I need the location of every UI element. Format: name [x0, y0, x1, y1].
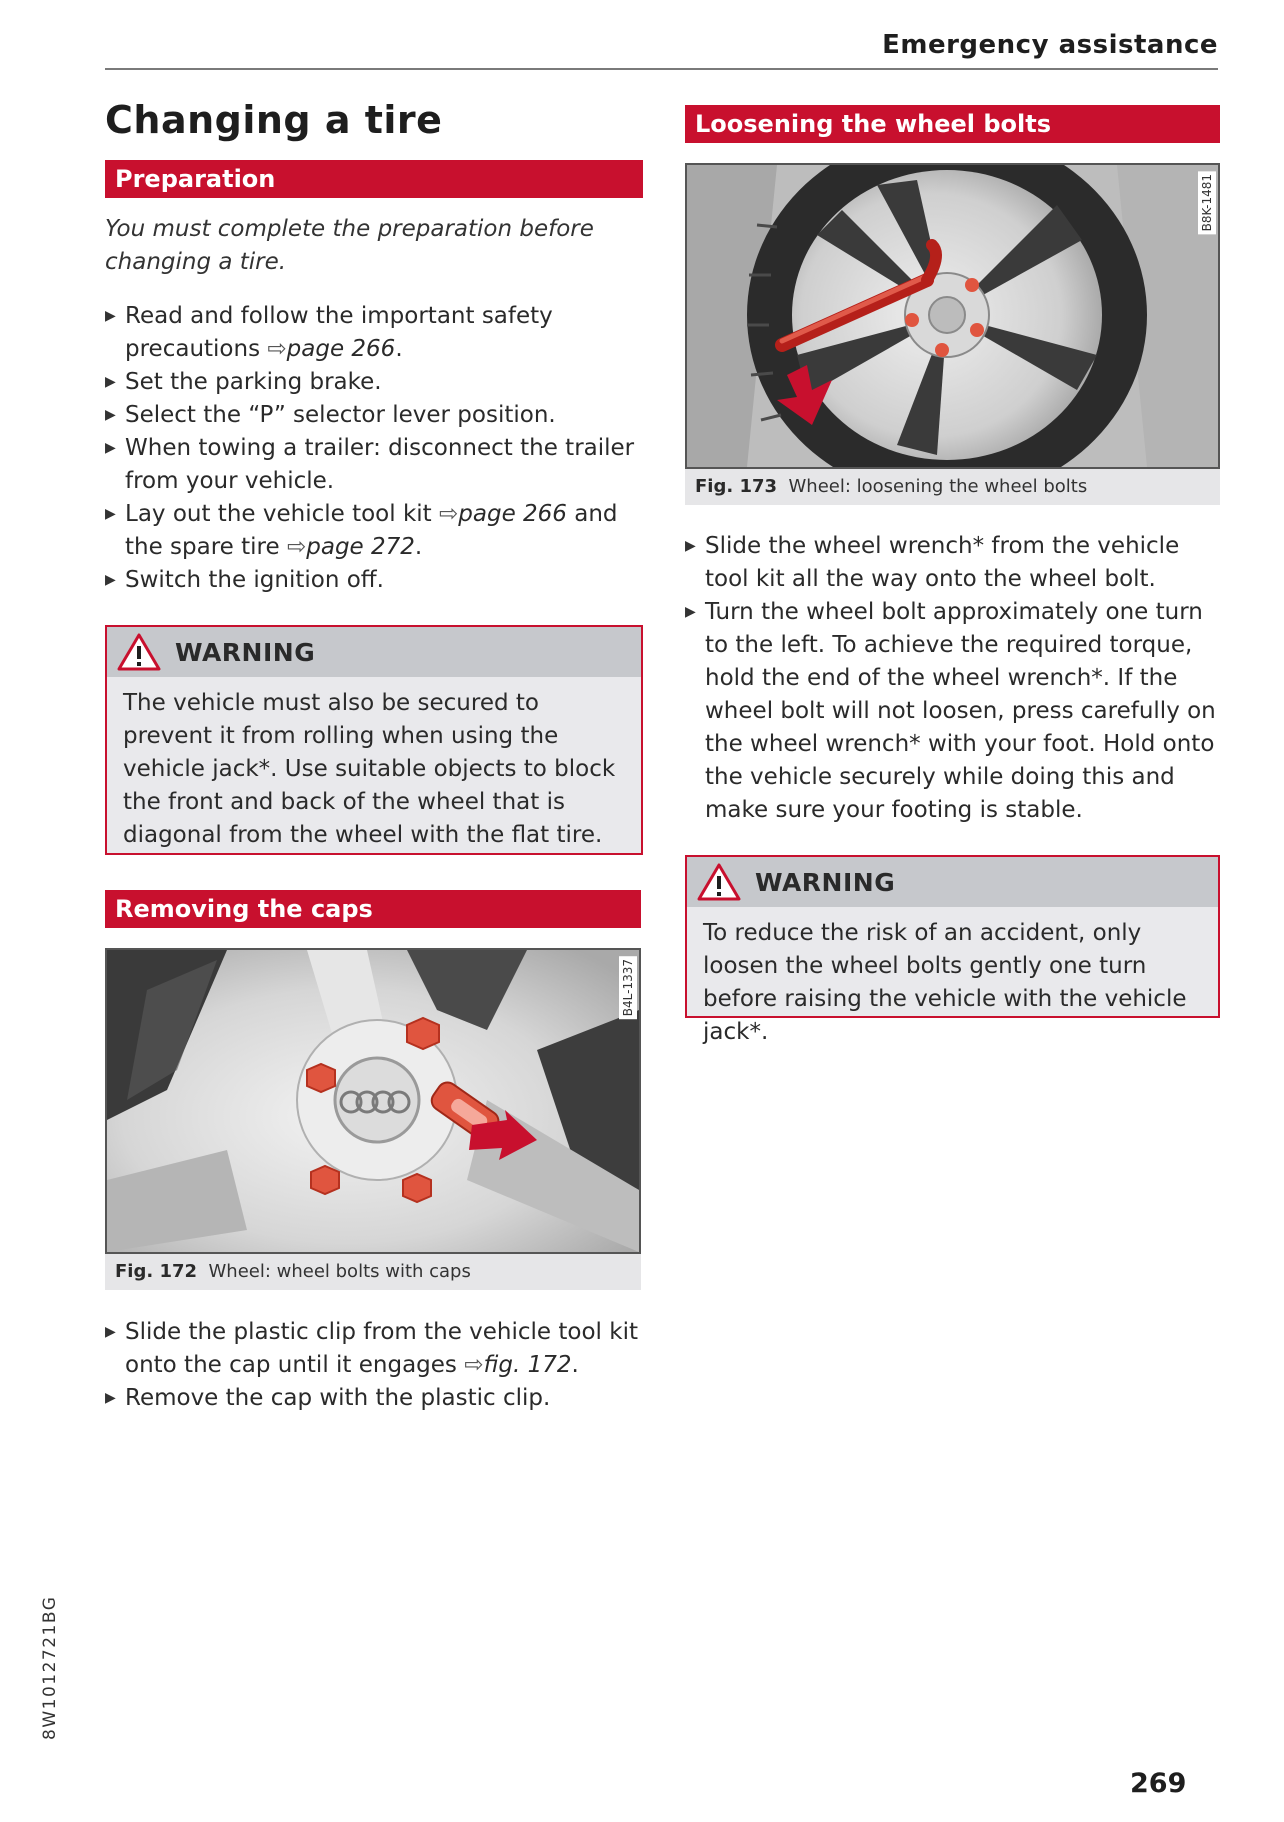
list-item: ▶ Lay out the vehicle tool kit ⇨page 266 and the spare tire ⇨page 272.: [105, 501, 618, 560]
section-heading-removing-caps: Removing the caps: [105, 890, 641, 928]
preparation-steps: [105, 300, 645, 597]
page-reference[interactable]: page 266: [286, 336, 396, 362]
warning-title: WARNING: [755, 867, 896, 897]
figure-label: Fig. 173: [695, 476, 778, 497]
chapter-title: Changing a tire: [105, 98, 443, 142]
page-reference[interactable]: page 266: [458, 501, 567, 527]
caption-text: Wheel: loosening the wheel bolts: [788, 476, 1088, 497]
list-item: ▶ Set the parking brake.: [105, 369, 382, 395]
figure-172-caption: [105, 1254, 641, 1290]
list-item: ▶ Switch the ignition off.: [105, 567, 384, 593]
figure-id: B8K-1481: [1198, 171, 1216, 234]
figure-label: Fig. 172: [115, 1261, 198, 1282]
removing-caps-steps: [105, 1316, 645, 1415]
warning-header: [107, 627, 641, 677]
list-item: ▶ Slide the wheel wrench* from the vehicle tool kit all the way onto the wheel bolt.: [685, 533, 1180, 592]
list-item: ▶ Read and follow the important safety precautions ⇨page 266.: [105, 303, 553, 362]
list-item: ▶ Remove the cap with the plastic clip.: [105, 1385, 551, 1411]
warning-triangle-icon: [117, 633, 161, 671]
warning-box-loosening: [685, 855, 1220, 1045]
running-header: Emergency assistance: [882, 30, 1218, 60]
loosening-steps: [685, 530, 1225, 827]
warning-text: The vehicle must also be secured to prevent it from rolling when using the vehicle jack*. Use suitable objects to block the front and back of the wheel that is diagonal from the wheel with the flat tire.: [123, 690, 616, 848]
warning-header: [687, 857, 1218, 907]
wheel-caps-illustration: [107, 950, 639, 1252]
list-item: ▶ When towing a trailer: disconnect the trailer from your vehicle.: [105, 435, 635, 494]
document-code: 8W1012721BG: [40, 1595, 60, 1740]
figure-173-caption: [685, 469, 1220, 505]
figure-172-image: [105, 948, 641, 1254]
figure-id: B4L-1337: [619, 956, 637, 1019]
list-item: ▶ Slide the plastic clip from the vehicle tool kit onto the cap until it engages ⇨fig. 172.: [105, 1319, 638, 1378]
warning-triangle-icon: [697, 863, 741, 901]
header-rule: [105, 68, 1218, 70]
wheel-wrench-illustration: [687, 165, 1218, 467]
figure-reference[interactable]: fig. 172: [483, 1352, 572, 1378]
preparation-intro: You must complete the preparation before changing a tire.: [105, 216, 594, 275]
page-number: 269: [1130, 1768, 1187, 1799]
page-reference[interactable]: page 272: [306, 534, 415, 560]
section-heading-loosening: Loosening the wheel bolts: [685, 105, 1220, 143]
warning-box-preparation: [105, 625, 643, 855]
caption-text: Wheel: wheel bolts with caps: [208, 1261, 471, 1282]
list-item: ▶ Turn the wheel bolt approximately one turn to the left. To achieve the required torque, hold the end of the wheel wrench*. If the wheel bolt will not loosen, press carefully on the wheel wrench* with your foot. Hold onto the vehicle securely while doing this and make sure your footing is stable.: [685, 599, 1216, 823]
section-heading-preparation: Preparation: [105, 160, 643, 198]
warning-text: To reduce the risk of an accident, only loosen the wheel bolts gently one turn before raising the vehicle with the vehicle jack*.: [703, 920, 1187, 1045]
figure-173-image: [685, 163, 1220, 469]
warning-title: WARNING: [175, 637, 316, 667]
list-item: ▶ Select the “P” selector lever position.: [105, 402, 556, 428]
